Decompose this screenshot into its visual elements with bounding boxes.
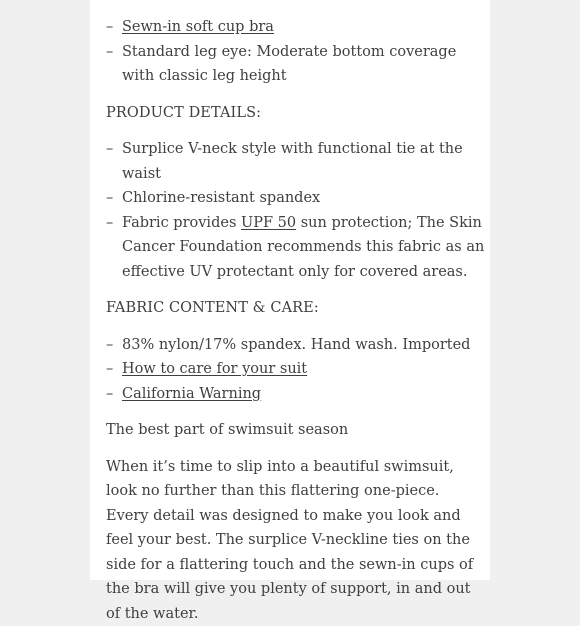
fabric-content-care-heading: FABRIC CONTENT & CARE:: [106, 296, 486, 321]
product-description-page: [90, 0, 490, 580]
sewn-in-soft-cup-bra-link[interactable]: Sewn-in soft cup bra: [122, 19, 274, 35]
top-feature-list: [106, 15, 486, 89]
bullet-dash: –: [106, 186, 113, 211]
fabric-care-list: [106, 333, 486, 407]
list-item: [106, 211, 486, 285]
bullet-dash: –: [106, 382, 113, 407]
list-item: [106, 137, 486, 186]
fabric-content-text: 83% nylon/17% spandex. Hand wash. Imported: [122, 337, 470, 353]
bullet-dash: –: [106, 15, 113, 40]
bullet-dash: –: [106, 137, 113, 162]
list-item: [106, 15, 486, 40]
list-item: [106, 382, 486, 407]
upf-text-before: Fabric provides: [122, 215, 241, 231]
product-details-heading: PRODUCT DETAILS:: [106, 101, 486, 126]
upf-50-link[interactable]: UPF 50: [241, 215, 296, 231]
chlorine-resistant-text: Chlorine-resistant spandex: [122, 190, 320, 206]
product-description-content: [106, 15, 486, 626]
bullet-dash: –: [106, 211, 113, 236]
surplice-neck-text: Surplice V-neck style with functional tie at the waist: [122, 141, 463, 182]
list-item: [106, 357, 486, 382]
bullet-dash: –: [106, 333, 113, 358]
list-item: [106, 40, 486, 89]
product-description-paragraph: When it’s time to slip into a beautiful swimsuit, look no further than this flattering one-piece. Every detail was designed to make you look and feel your best. The surplice V-neckline ties on the side for a flattering touch and the sewn-in cups of the bra will give you plenty of support, in and out of the water.: [106, 455, 478, 626]
bullet-dash: –: [106, 40, 113, 65]
bullet-dash: –: [106, 357, 113, 382]
leg-eye-text: Standard leg eye: Moderate bottom coverage with classic leg height: [122, 44, 456, 85]
california-warning-link[interactable]: California Warning: [122, 386, 261, 402]
list-item: [106, 186, 486, 211]
care-for-suit-link[interactable]: How to care for your suit: [122, 361, 307, 377]
upf-text-after: sun protection; The Skin Cancer Foundation recommends this fabric as an effective UV protectant only for covered areas.: [122, 215, 484, 280]
list-item: [106, 333, 486, 358]
tagline: The best part of swimsuit season: [106, 418, 486, 443]
product-details-list: [106, 137, 486, 284]
